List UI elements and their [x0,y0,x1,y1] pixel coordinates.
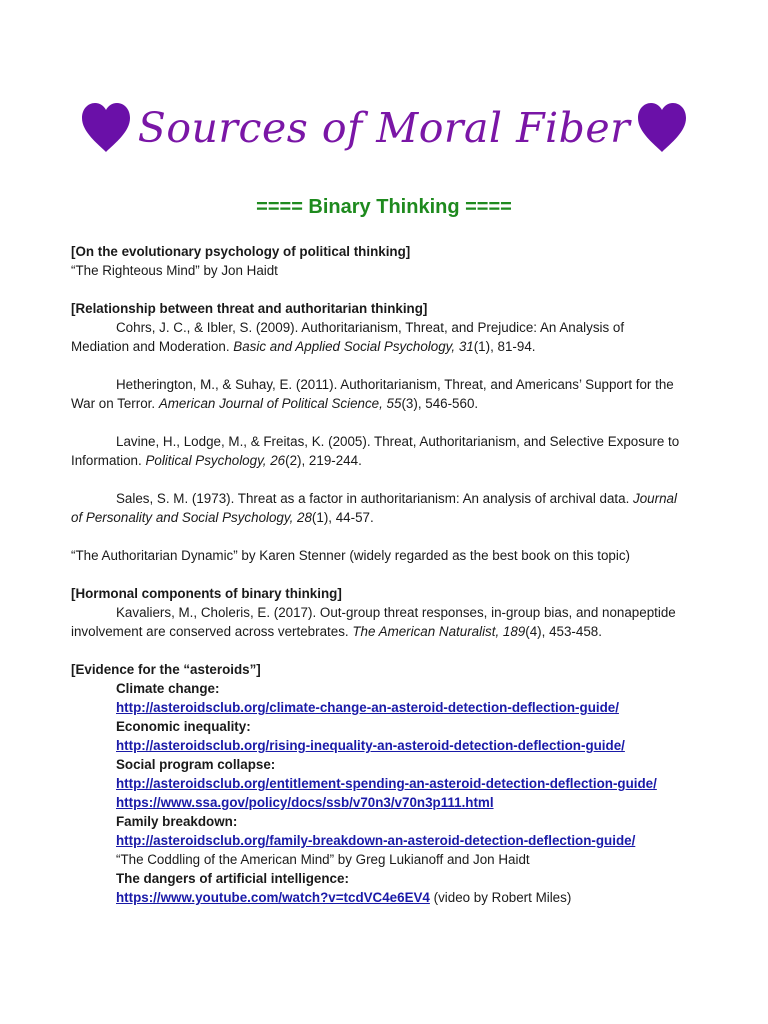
document-body [71,242,701,907]
citation-line: involvement are conserved across vertebrates. The American Naturalist, 189(4), 453-458. [71,624,602,639]
citation-line: Information. Political Psychology, 26(2), 219-244. [71,453,362,468]
heart-icon-right [634,100,690,156]
topic-label: Climate change: [116,681,220,696]
title-row [0,88,768,168]
citation-line: Cohrs, J. C., & Ibler, S. (2009). Authoritarianism, Threat, and Prejudice: An Analysis of [116,320,625,335]
book-reference: “The Righteous Mind” by Jon Haidt [71,263,278,278]
section-heading: [Relationship between threat and authoritarian thinking] [71,301,428,316]
topic-label: Family breakdown: [116,814,238,829]
citation-line: Mediation and Moderation. Basic and Applied Social Psychology, 31(1), 81-94. [71,339,536,354]
citation-line: War on Terror. American Journal of Political Science, 55(3), 546-560. [71,396,479,411]
topic-label: Social program collapse: [116,757,276,772]
section-heading: [On the evolutionary psychology of political thinking] [71,244,411,259]
ssa-policy-link[interactable]: https://www.ssa.gov/policy/docs/ssb/v70n3/v70n3p111.html [116,795,494,810]
section-subtitle: ==== Binary Thinking ==== [256,196,512,218]
citation-line: Lavine, H., Lodge, M., & Freitas, K. (2005). Threat, Authoritarianism, and Selective Exposure to [116,434,680,449]
youtube-video-link[interactable]: https://www.youtube.com/watch?v=tcdVC4e6EV4 [116,890,430,905]
climate-change-link[interactable]: http://asteroidsclub.org/climate-change-an-asteroid-detection-deflection-guide/ [116,700,619,715]
entitlement-spending-link[interactable]: http://asteroidsclub.org/entitlement-spending-an-asteroid-detection-deflection-guide/ [116,776,657,791]
topic-label: Economic inequality: [116,719,251,734]
economic-inequality-link[interactable]: http://asteroidsclub.org/rising-inequality-an-asteroid-detection-deflection-guide/ [116,738,625,753]
topic-label: The dangers of artificial intelligence: [116,871,349,886]
citation-line: of Personality and Social Psychology, 28(1), 44-57. [71,510,374,525]
heart-icon-left [78,100,134,156]
citation-line: Hetherington, M., & Suhay, E. (2011). Authoritarianism, Threat, and Americans’ Support for the [116,377,674,392]
citation-line: Kavaliers, M., Choleris, E. (2017). Out-group threat responses, in-group bias, and nonapeptide [116,605,676,620]
section-heading: [Evidence for the “asteroids”] [71,662,261,677]
book-reference: “The Coddling of the American Mind” by Greg Lukianoff and Jon Haidt [116,852,530,867]
citation-line: Sales, S. M. (1973). Threat as a factor in authoritarianism: An analysis of archival data. Journal [116,491,677,506]
section-heading: [Hormonal components of binary thinking] [71,586,342,601]
page-title: Sources of Moral Fiber [137,104,631,152]
video-reference: https://www.youtube.com/watch?v=tcdVC4e6EV4 (video by Robert Miles) [116,890,572,905]
family-breakdown-link[interactable]: http://asteroidsclub.org/family-breakdown-an-asteroid-detection-deflection-guide/ [116,833,636,848]
book-reference: “The Authoritarian Dynamic” by Karen Stenner (widely regarded as the best book on this topic) [71,548,630,563]
